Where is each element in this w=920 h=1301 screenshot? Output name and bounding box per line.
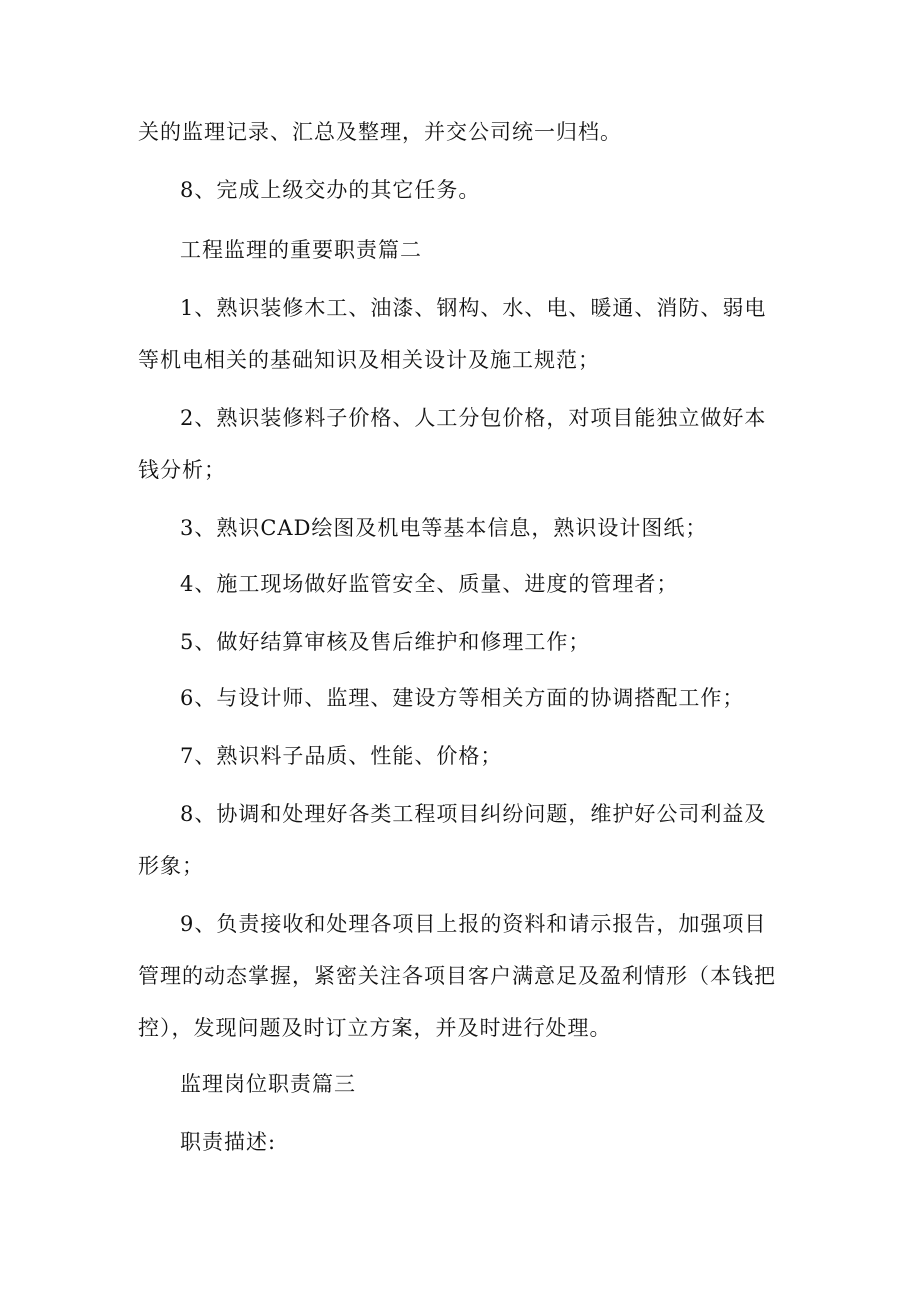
paragraph-item-2: 2、熟识装修料子价格、人工分包价格，对项目能独立做好本钱分析； <box>138 406 767 482</box>
paragraph-continuation: 关的监理记录、汇总及整理，并交公司统一归档。 <box>138 120 622 144</box>
paragraph-item-4: 4、施工现场做好监管安全、质量、进度的管理者； <box>180 572 679 596</box>
paragraph-item-3: 3、熟识CAD绘图及机电等基本信息，熟识设计图纸； <box>180 516 708 540</box>
paragraph-item-7: 7、熟识料子品质、性能、价格； <box>180 744 503 768</box>
section-heading-part-three: 监理岗位职责篇三 <box>180 1072 356 1096</box>
paragraph-item-6: 6、与设计师、监理、建设方等相关方面的协调搭配工作； <box>180 686 745 710</box>
paragraph-item-5: 5、做好结算审核及售后维护和修理工作； <box>180 630 591 654</box>
paragraph-item-8: 8、完成上级交办的其它任务。 <box>180 178 481 202</box>
section-heading-part-two: 工程监理的重要职责篇二 <box>180 238 422 262</box>
paragraph-item-1: 1、熟识装修木工、油漆、钢构、水、电、暖通、消防、弱电等机电相关的基础知识及相关设计及施工规范； <box>138 296 767 372</box>
paragraph-item-8b: 8、协调和处理好各类工程项目纠纷问题，维护好公司利益及形象； <box>138 802 767 878</box>
paragraph-item-9: 9、负责接收和处理各项目上报的资料和请示报告，加强项目管理的动态掌握，紧密关注各项目客户满意足及盈利情形（本钱把控），发现问题及时订立方案，并及时进行处理。 <box>138 912 776 1040</box>
paragraph-job-description-label: 职责描述: <box>180 1130 277 1154</box>
